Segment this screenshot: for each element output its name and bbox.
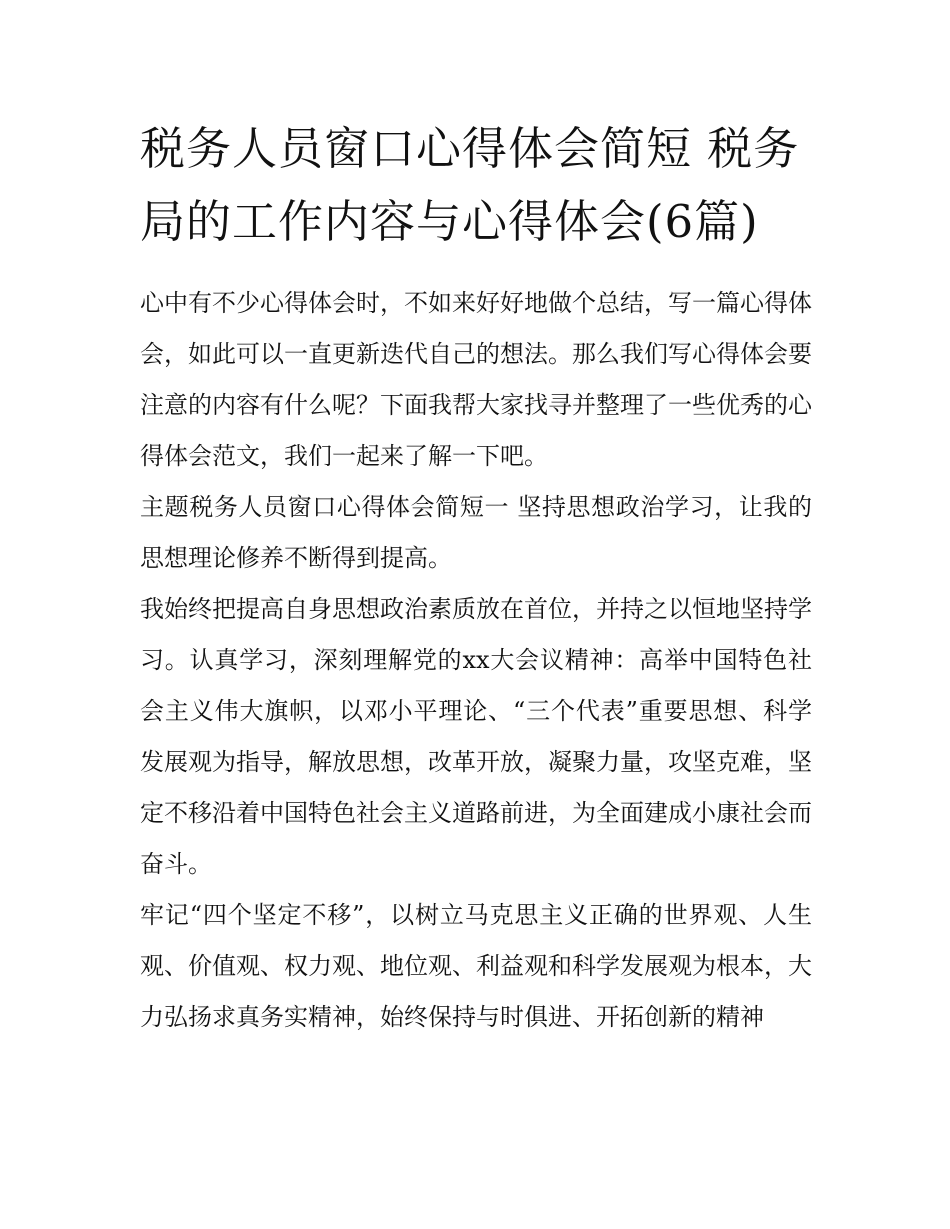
paragraph-principles: 牢记“四个坚定不移”，以树立马克思主义正确的世界观、人生观、价值观、权力观、地位观、利益观和科学发展观为根本，大力弘扬求真务实精神，始终保持与时俱进、开拓创新的精神 bbox=[140, 901, 812, 1031]
document-title: 税务人员窗口心得体会简短 税务局的工作内容与心得体会(6篇) bbox=[140, 122, 800, 248]
paragraph-study: 我始终把提高自身思想政治素质放在首位，并持之以恒地坚持学习。认真学习，深刻理解党的xx大会议精神：高举中国特色社会主义伟大旗帜，以邓小平理论、“三个代表”重要思想、科学发展观为指导，解放思想，改革开放，凝聚力量，攻坚克难，坚定不移沿着中国特色社会主义道路前进，为全面建成小康社会而奋斗。 bbox=[140, 595, 812, 878]
paragraph-intro: 心中有不少心得体会时，不如来好好地做个总结，写一篇心得体会，如此可以一直更新迭代自己的想法。那么我们写心得体会要注意的内容有什么呢？下面我帮大家找寻并整理了一些优秀的心得体会范文，我们一起来了解一下吧。 bbox=[140, 289, 812, 470]
document-body bbox=[140, 112, 812, 1043]
paragraph-topic: 主题税务人员窗口心得体会简短一 坚持思想政治学习，让我的思想理论修养不断得到提高。 bbox=[140, 493, 812, 572]
